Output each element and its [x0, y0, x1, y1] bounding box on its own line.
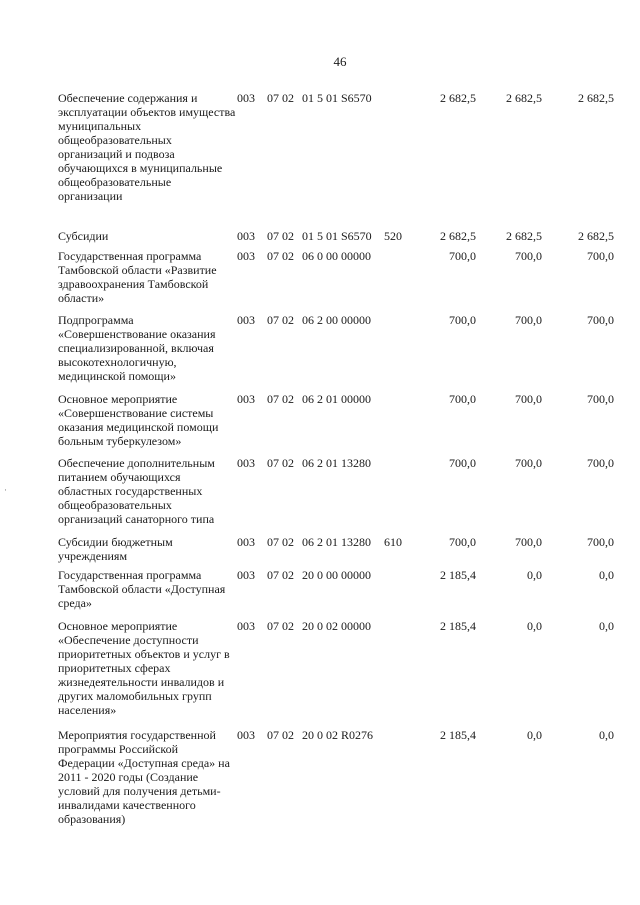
row-target-code: 06 0 00 00000 — [302, 249, 371, 263]
row-amount-3: 700,0 — [587, 456, 614, 470]
row-section-code: 07 02 — [267, 229, 294, 243]
row-amount-1: 2 682,5 — [440, 91, 476, 105]
row-name: Субсидии — [58, 229, 109, 243]
row-amount-3: 0,0 — [599, 728, 614, 742]
row-name: Основное мероприятие «Совершенствование системы оказания медицинской помощи больным туберкулезом» — [58, 392, 219, 448]
margin-mark: · — [4, 485, 7, 495]
row-amount-1: 2 185,4 — [440, 619, 476, 633]
row-amount-1: 700,0 — [449, 249, 476, 263]
row-name: Обеспечение дополнительным питанием обучающихся областных государственных общеобразовательных организаций санаторного типа — [58, 456, 215, 526]
row-ved-code: 003 — [237, 535, 255, 549]
row-amount-1: 2 185,4 — [440, 568, 476, 582]
row-amount-2: 700,0 — [515, 249, 542, 263]
row-target-code: 01 5 01 S6570 — [302, 91, 372, 105]
row-amount-3: 2 682,5 — [578, 91, 614, 105]
row-amount-2: 2 682,5 — [506, 91, 542, 105]
row-amount-3: 700,0 — [587, 392, 614, 406]
row-amount-1: 700,0 — [449, 535, 476, 549]
row-amount-1: 700,0 — [449, 456, 476, 470]
row-ved-code: 003 — [237, 568, 255, 582]
row-target-code: 01 5 01 S6570 — [302, 229, 372, 243]
row-name: Субсидии бюджетным учреждениям — [58, 535, 173, 563]
row-target-code: 06 2 01 13280 — [302, 535, 371, 549]
row-amount-3: 700,0 — [587, 249, 614, 263]
row-section-code: 07 02 — [267, 249, 294, 263]
row-amount-1: 700,0 — [449, 392, 476, 406]
row-ved-code: 003 — [237, 229, 255, 243]
row-amount-2: 0,0 — [527, 728, 542, 742]
row-name: Основное мероприятие «Обеспечение доступности приоритетных объектов и услуг в приоритетных сферах жизнедеятельности инвалидов и других маломобильных групп населения» — [58, 619, 230, 717]
row-ved-code: 003 — [237, 728, 255, 742]
row-name: Мероприятия государственной программы Российской Федерации «Доступная среда» на 2011 - 2020 годы (Создание условий для получения детьми-инвалидами качественного образования) — [58, 728, 230, 826]
row-amount-1: 2 682,5 — [440, 229, 476, 243]
row-expense-type: 520 — [384, 229, 402, 243]
row-section-code: 07 02 — [267, 535, 294, 549]
row-ved-code: 003 — [237, 91, 255, 105]
row-amount-1: 2 185,4 — [440, 728, 476, 742]
row-name: Государственная программа Тамбовской области «Развитие здравоохранения Тамбовской области» — [58, 249, 217, 305]
page-number: 46 — [333, 54, 347, 69]
row-target-code: 06 2 01 13280 — [302, 456, 371, 470]
row-amount-3: 0,0 — [599, 619, 614, 633]
row-amount-2: 700,0 — [515, 535, 542, 549]
row-target-code: 20 0 00 00000 — [302, 568, 371, 582]
row-amount-3: 0,0 — [599, 568, 614, 582]
row-section-code: 07 02 — [267, 456, 294, 470]
row-amount-2: 0,0 — [527, 568, 542, 582]
row-section-code: 07 02 — [267, 619, 294, 633]
row-target-code: 06 2 01 00000 — [302, 392, 371, 406]
row-section-code: 07 02 — [267, 313, 294, 327]
row-ved-code: 003 — [237, 456, 255, 470]
row-section-code: 07 02 — [267, 91, 294, 105]
row-section-code: 07 02 — [267, 392, 294, 406]
row-amount-3: 700,0 — [587, 313, 614, 327]
row-target-code: 06 2 00 00000 — [302, 313, 371, 327]
row-expense-type: 610 — [384, 535, 402, 549]
row-target-code: 20 0 02 R0276 — [302, 728, 374, 742]
row-amount-2: 0,0 — [527, 619, 542, 633]
row-amount-3: 700,0 — [587, 535, 614, 549]
row-amount-3: 2 682,5 — [578, 229, 614, 243]
row-name: Обеспечение содержания и эксплуатации объектов имущества муниципальных общеобразовательных организаций и подвоза обучающихся в муниципальные общеобразовательные организации — [58, 91, 236, 203]
row-target-code: 20 0 02 00000 — [302, 619, 371, 633]
row-ved-code: 003 — [237, 392, 255, 406]
row-amount-2: 700,0 — [515, 313, 542, 327]
row-amount-1: 700,0 — [449, 313, 476, 327]
row-ved-code: 003 — [237, 619, 255, 633]
row-amount-2: 2 682,5 — [506, 229, 542, 243]
row-section-code: 07 02 — [267, 728, 294, 742]
row-section-code: 07 02 — [267, 568, 294, 582]
row-ved-code: 003 — [237, 313, 255, 327]
row-amount-2: 700,0 — [515, 392, 542, 406]
row-ved-code: 003 — [237, 249, 255, 263]
row-name: Государственная программа Тамбовской области «Доступная среда» — [58, 568, 226, 610]
row-name: Подпрограмма «Совершенствование оказания специализированной, включая высокотехнологичную, медицинской помощи» — [58, 313, 216, 383]
row-amount-2: 700,0 — [515, 456, 542, 470]
